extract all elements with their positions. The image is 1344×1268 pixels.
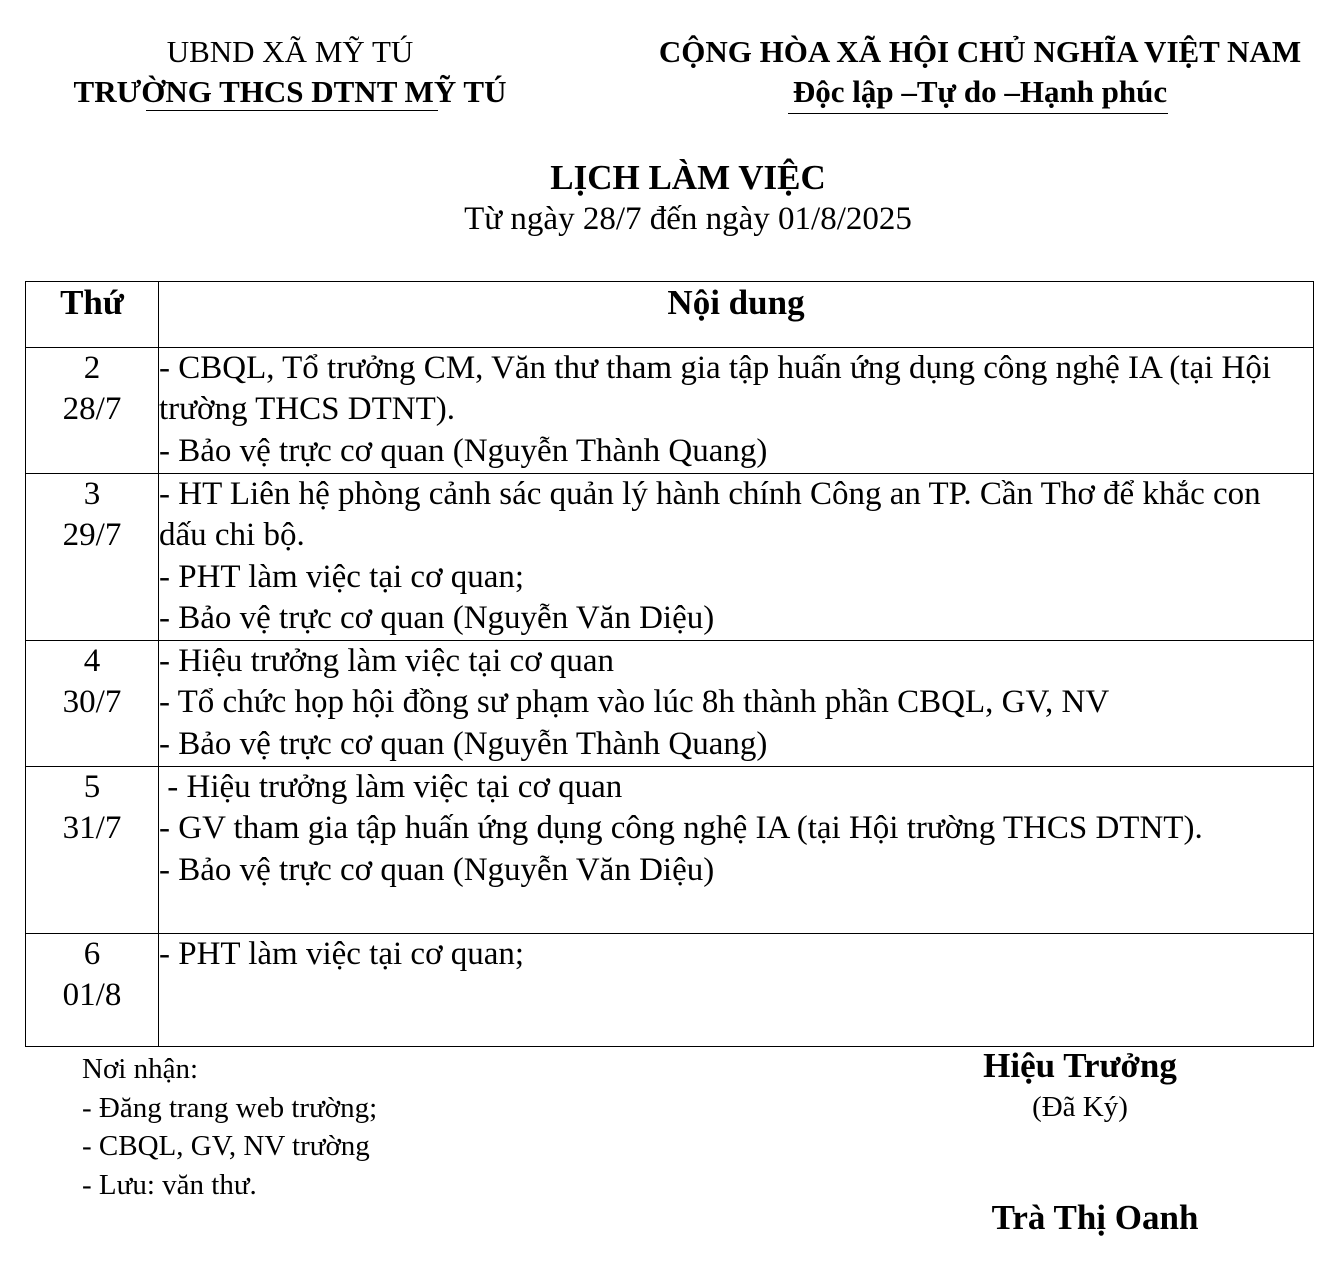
content-cell <box>159 641 1314 767</box>
date: 30/7 <box>62 684 122 720</box>
recipients-label: Nơi nhận: <box>82 1053 199 1085</box>
content-line: - Hiệu trưởng làm việc tại cơ quan <box>159 643 615 679</box>
content-cell <box>159 474 1314 641</box>
weekday: 4 <box>83 643 101 679</box>
signer-name: Trà Thị Oanh <box>991 1198 1199 1237</box>
content-line: - Bảo vệ trực cơ quan (Nguyễn Văn Diệu) <box>159 599 715 636</box>
content-cell <box>159 767 1314 934</box>
date: 29/7 <box>62 517 122 553</box>
content-line: - Hiệu trưởng làm việc tại cơ quan <box>159 769 623 805</box>
table-row <box>26 641 1314 767</box>
signed-note: (Đã Ký) <box>1032 1091 1128 1123</box>
table-row <box>26 767 1314 934</box>
weekday: 3 <box>83 476 101 512</box>
nation-line-2: Độc lập –Tự do –Hạnh phúc <box>792 74 1168 109</box>
day-cell <box>26 934 159 1047</box>
content-line: - Bảo vệ trực cơ quan (Nguyễn Văn Diệu) <box>159 851 715 888</box>
table-row <box>26 474 1314 641</box>
column-header-day: Thứ <box>26 282 159 348</box>
content-line: - Bảo vệ trực cơ quan (Nguyễn Thành Quang) <box>159 432 768 469</box>
org-underline <box>146 110 438 111</box>
content-line: - GV tham gia tập huấn ứng dụng công nghệ IA (tại Hội trường THCS DTNT). <box>159 810 1203 847</box>
content-cell <box>159 348 1314 474</box>
day-cell <box>26 348 159 474</box>
motto-underline <box>788 113 1168 114</box>
issuing-organization <box>40 32 540 112</box>
signer-title: Hiệu Trưởng <box>983 1046 1177 1085</box>
org-line-1: UBND XÃ MỸ TÚ <box>166 34 414 69</box>
schedule-table <box>25 281 1314 1047</box>
date: 28/7 <box>62 391 122 427</box>
content-line: - Tổ chức họp hội đồng sư phạm vào lúc 8h thành phần CBQL, GV, NV <box>159 684 1110 721</box>
recipient-item: - Lưu: văn thư. <box>82 1168 257 1201</box>
weekday: 5 <box>83 769 101 805</box>
day-cell <box>26 474 159 641</box>
nation-line-1: CỘNG HÒA XÃ HỘI CHỦ NGHĨA VIỆT NAM <box>658 34 1302 69</box>
day-cell <box>26 767 159 934</box>
content-line: - CBQL, Tổ trưởng CM, Văn thư tham gia tập huấn ứng dụng công nghệ IA (tại Hội trường THCS DTNT). <box>159 350 1272 428</box>
recipient-item: - Đăng trang web trường; <box>82 1091 378 1124</box>
column-header-content: Nội dung <box>159 282 1314 348</box>
date: 01/8 <box>62 977 122 1013</box>
recipient-item: - CBQL, GV, NV trường <box>82 1130 370 1162</box>
table-header-row <box>26 282 1314 348</box>
recipients-block <box>82 1050 377 1204</box>
signature-block <box>930 1044 1230 1126</box>
content-cell <box>159 934 1314 1047</box>
table-row <box>26 934 1314 1047</box>
table-row <box>26 348 1314 474</box>
content-line: - Bảo vệ trực cơ quan (Nguyễn Thành Quang) <box>159 725 768 762</box>
org-line-2: TRƯỜNG THCS DTNT MỸ TÚ <box>73 74 507 109</box>
national-motto <box>640 32 1320 112</box>
date: 31/7 <box>62 810 122 846</box>
content-line: - PHT làm việc tại cơ quan; <box>159 558 525 595</box>
document-title: LỊCH LÀM VIỆC <box>550 158 826 197</box>
day-cell <box>26 641 159 767</box>
weekday: 2 <box>83 350 101 386</box>
content-line: - HT Liên hệ phòng cảnh sác quản lý hành chính Công an TP. Cần Thơ để khắc con dấu chi bộ. <box>159 476 1261 554</box>
weekday: 6 <box>83 936 101 972</box>
document-subtitle: Từ ngày 28/7 đến ngày 01/8/2025 <box>464 201 912 237</box>
content-line: - PHT làm việc tại cơ quan; <box>159 936 525 972</box>
